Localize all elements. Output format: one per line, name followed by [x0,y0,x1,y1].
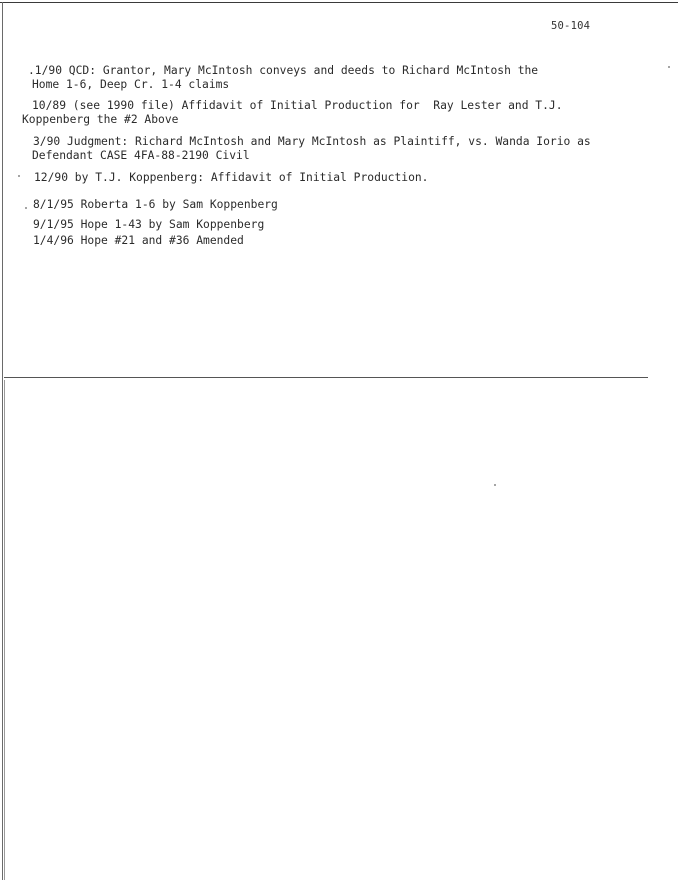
scan-edge-left [2,2,3,880]
scan-speck [494,484,496,486]
entry-5-line-1: 8/1/95 Roberta 1-6 by Sam Koppenberg [33,198,278,211]
scan-speck [668,66,670,68]
entry-3-line-2: Defendant CASE 4FA-88-2190 Civil [32,149,250,162]
page-number: 50-104 [551,20,591,32]
scan-edge-top [0,2,678,3]
scan-speck [25,207,27,209]
entry-1-line-2: Home 1-6, Deep Cr. 1-4 claims [32,78,230,91]
scan-speck [18,175,20,177]
entry-2-line-1: 10/89 (see 1990 file) Affidavit of Initial Production for Ray Lester and T.J. [32,99,563,112]
entry-4-line-1: 12/90 by T.J. Koppenberg: Affidavit of Initial Production. [34,171,429,184]
entry-1-line-1: .1/90 QCD: Grantor, Mary McIntosh conveys and deeds to Richard McIntosh the [28,64,539,77]
scan-edge-left-inner [4,380,5,880]
entry-3-line-1: 3/90 Judgment: Richard McIntosh and Mary McIntosh as Plaintiff, vs. Wanda Iorio as [33,135,591,148]
entry-7-line-1: 1/4/96 Hope #21 and #36 Amended [33,234,244,247]
entry-2-line-2: Koppenberg the #2 Above [22,113,179,126]
entry-6-line-1: 9/1/95 Hope 1-43 by Sam Koppenberg [33,218,265,231]
horizontal-rule [4,377,648,378]
